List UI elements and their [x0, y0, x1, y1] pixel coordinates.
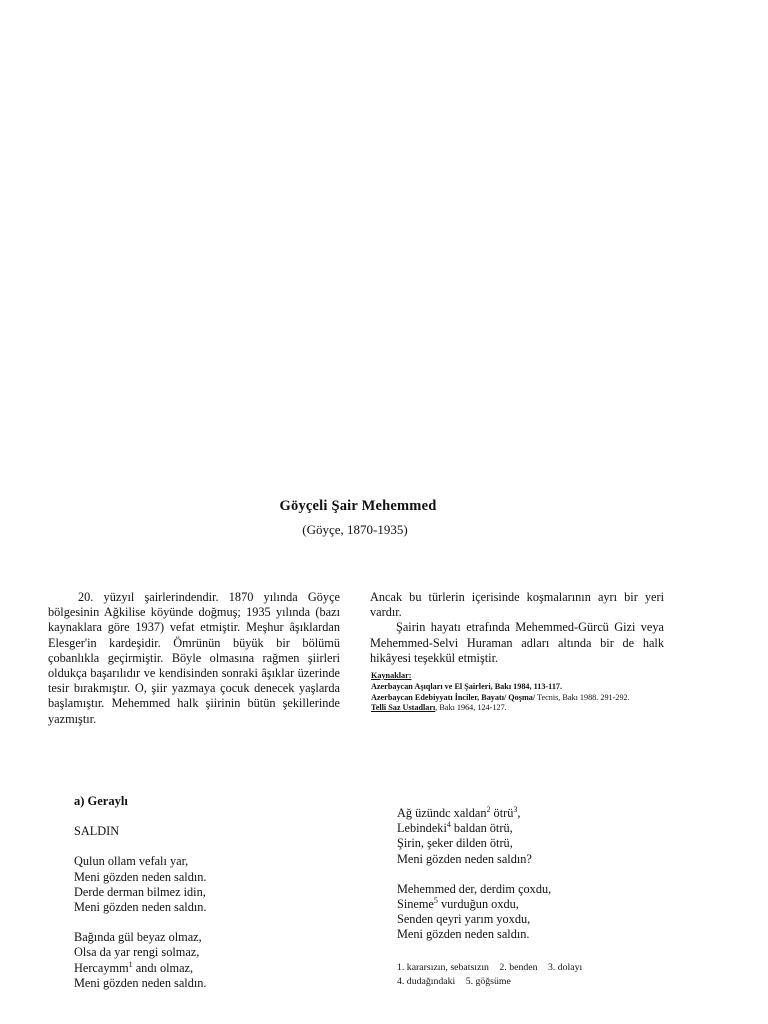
poem-text: vurduğun oxdu,	[437, 897, 519, 912]
footnote: 4. dudağındaki	[397, 976, 456, 987]
footnote: 1. kararsızın, sebatsızın	[397, 962, 489, 973]
section-heading: a) Geraylı	[74, 794, 128, 808]
intro-paragraph: Ancak bu türlerin içerisinde koşmalarının ayrı bir yeri vardır.	[370, 590, 664, 620]
footnote-ref: 4	[446, 820, 451, 830]
source-title: Azerbaycan Aşıqları ve El Şairleri	[371, 681, 491, 691]
poem-left-column	[74, 794, 374, 991]
poem-line: Meni gözden neden saldın.	[74, 900, 207, 915]
sources-list	[371, 671, 671, 714]
source-details: , Bakı 1984, 113-117.	[490, 681, 563, 691]
source-entry	[371, 693, 671, 704]
footnote-ref: 1	[128, 959, 133, 969]
source-entry	[371, 703, 671, 714]
poem-line	[397, 806, 697, 821]
footnote: 5. göğsüme	[465, 976, 511, 987]
poem-line: Meni gözden neden saldın.	[397, 927, 530, 942]
intro-left-column	[48, 590, 340, 727]
poem-text: andı olmaz,	[132, 960, 194, 975]
source-subtitle: , Bayatı/ Qoşma/	[477, 692, 536, 702]
footnote-ref: 3	[513, 804, 518, 814]
source-details: , Bakı 1964, 124-127.	[435, 703, 507, 713]
poem-text: Ağ üzündc xaldan	[397, 806, 487, 820]
footnote-ref: 2	[486, 804, 491, 814]
poem-line	[397, 821, 697, 836]
poem-line: Meni gözden neden saldın?	[397, 851, 532, 866]
poem-line	[74, 961, 374, 976]
footnote-ref: 5	[433, 895, 438, 905]
poem-text: baldan ötrü,	[450, 821, 513, 836]
poem-line: Meni gözden neden saldın.	[74, 869, 207, 884]
source-title: Azerbaycan Edebiyyatı İnciler	[371, 692, 478, 702]
page-subtitle: (Göyçe, 1870-1935)	[302, 522, 408, 537]
intro-right-column	[370, 590, 664, 666]
poem-line: Qulun ollam vefalı yar,	[74, 854, 189, 869]
page-title: Göyçeli Şair Mehemmed	[279, 498, 437, 514]
poem-right-column	[397, 806, 697, 943]
poem-line: Olsa da yar rengi solmaz,	[74, 945, 200, 960]
footnote: 3. dolayı	[547, 962, 583, 973]
poem-line: Şirin, şeker dilden ötrü,	[397, 836, 513, 851]
sources-heading: Kaynaklar:	[371, 671, 412, 680]
poem-line	[397, 897, 697, 912]
poem-title: SALDIN	[74, 824, 120, 839]
poem-line: Derde derman bilmez idin,	[74, 884, 206, 899]
source-title: Telli Saz Ustadları	[371, 703, 436, 713]
footnote-line	[397, 975, 717, 989]
poem-text: ,	[517, 806, 521, 820]
footnote: 2. benden	[499, 962, 538, 973]
footnotes	[397, 961, 717, 989]
poem-line: Mehemmed der, derdim çoxdu,	[397, 881, 552, 896]
poem-line: Senden qeyri yarım yoxdu,	[397, 912, 531, 927]
poem-text: ötrü	[490, 806, 514, 820]
poem-text: Sineme	[397, 897, 434, 912]
poem-text: Hercaymm	[74, 960, 129, 975]
intro-paragraph: Şairin hayatı etrafında Mehemmed-Gürcü Gizi veya Mehemmed-Selvi Huraman adları altında bir de halk hikâyesi teşekkül etmiştir.	[370, 620, 664, 665]
poem-line: Meni gözden neden saldın.	[74, 975, 207, 990]
footnote-line	[397, 961, 717, 975]
intro-paragraph: 20. yüzyıl şairlerindendir. 1870 yılında Göyçe bölgesinin Ağkilise köyünde doğmuş; 1935 yılında (bazı kaynaklara göre 1937) vefat etmiştir. Meşhur âşıklardan Elesger'in kardeşidir. Ömrünün büyük bir bölümü çobanlıkla geçirmiştir. Böyle olmasına rağmen şiirleri oldukça başarılıdır ve kendisinden sonraki âşıklar üzerinde tesir bırakmıştır. O, şiir yazmaya çocuk denecek yaşlarda başlamıştır. Mehemmed halk şiirinin bütün şekillerinde yazmıştır.	[48, 590, 340, 726]
poem-text: Lebindeki	[397, 821, 447, 836]
source-entry	[371, 682, 671, 693]
poem-line: Bağında gül beyaz olmaz,	[74, 930, 202, 945]
source-details: Tecnis, Bakı 1988. 291-292.	[535, 692, 630, 702]
